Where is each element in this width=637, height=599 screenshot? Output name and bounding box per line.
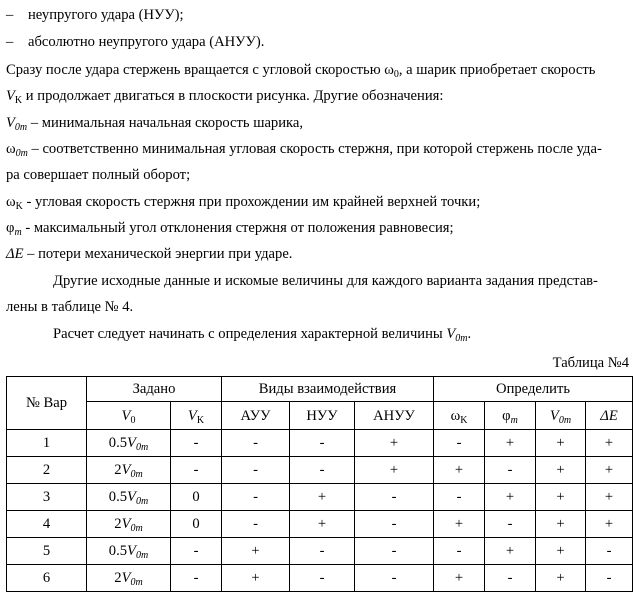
header-delta-e: ΔE (586, 402, 633, 430)
table-row: 4 $2V_{0m}$ 0 - + - + - + + (7, 511, 633, 538)
header-nuu: НУУ (290, 402, 355, 430)
header-variant: № Вар (7, 377, 87, 430)
header-v0m: $V_{0m}$ (536, 402, 586, 430)
header-phim: $\varphi_m$ (485, 402, 536, 430)
header-vk: $V_K$ (171, 402, 222, 430)
variants-table (6, 376, 633, 592)
definition-phim: $\varphi_m$ - максимальный угол отклонения стержня от положения равновесия; (6, 220, 454, 238)
table-row: 1 $0.5V_{0m}$ - - - + - + + + (7, 430, 633, 457)
list-dash: – (6, 7, 14, 23)
header-given: Задано (87, 377, 222, 402)
table-row: 5 $0.5V_{0m}$ - + - - - + + - (7, 538, 633, 565)
table-row: 3 $0.5V_{0m}$ 0 - + - - + + + (7, 484, 633, 511)
definition-wk: $\omega_K$ - угловая скорость стержня при прохождении им крайней верхней точки; (6, 194, 481, 212)
table-row: 2 $2V_{0m}$ - - - + + - + + (7, 457, 633, 484)
definition-delta-e: ΔE – потери механической энергии при ударе. (6, 246, 293, 262)
paragraph-other-data-line1: Другие исходные данные и искомые величины для каждого варианта задания представ- (53, 273, 598, 289)
paragraph-after-impact-line2: $V_K$ и продолжает двигаться в плоскости рисунка. Другие обозначения: (6, 88, 444, 106)
paragraph-calculation-start: Расчет следует начинать с определения характерной величины $V_{0m}$. (53, 326, 472, 344)
list-item-anuu: – абсолютно неупругого удара (АНУУ). (6, 34, 265, 50)
header-wk: $\omega_K$ (434, 402, 485, 430)
definition-w0m-line1: $\omega_{0m}$ – соответственно минимальная угловая скорость стержня, при которой стержень после уда- (6, 141, 602, 159)
header-interaction: Виды взаимодействия (222, 377, 434, 402)
table-caption: Таблица №4 (552, 355, 629, 371)
header-auu: АУУ (222, 402, 290, 430)
header-v0: $V_0$ (87, 402, 171, 430)
definition-w0m-line2: ра совершает полный оборот; (6, 167, 191, 183)
table-row: 6 $2V_{0m}$ - + - - + - + - (7, 565, 633, 592)
list-item-nuu: – неупругого удара (НУУ); (6, 7, 184, 23)
list-dash: – (6, 34, 14, 50)
definition-v0m: $V_{0m}$ – минимальная начальная скорость шарика, (6, 115, 304, 133)
paragraph-other-data-line2: лены в таблице № 4. (6, 299, 134, 315)
header-anuu: АНУУ (355, 402, 434, 430)
header-determine: Определить (434, 377, 633, 402)
paragraph-after-impact-line1: Сразу после удара стержень вращается с угловой скоростью $\omega_0$, а шарик приобретает скорость (6, 62, 596, 80)
